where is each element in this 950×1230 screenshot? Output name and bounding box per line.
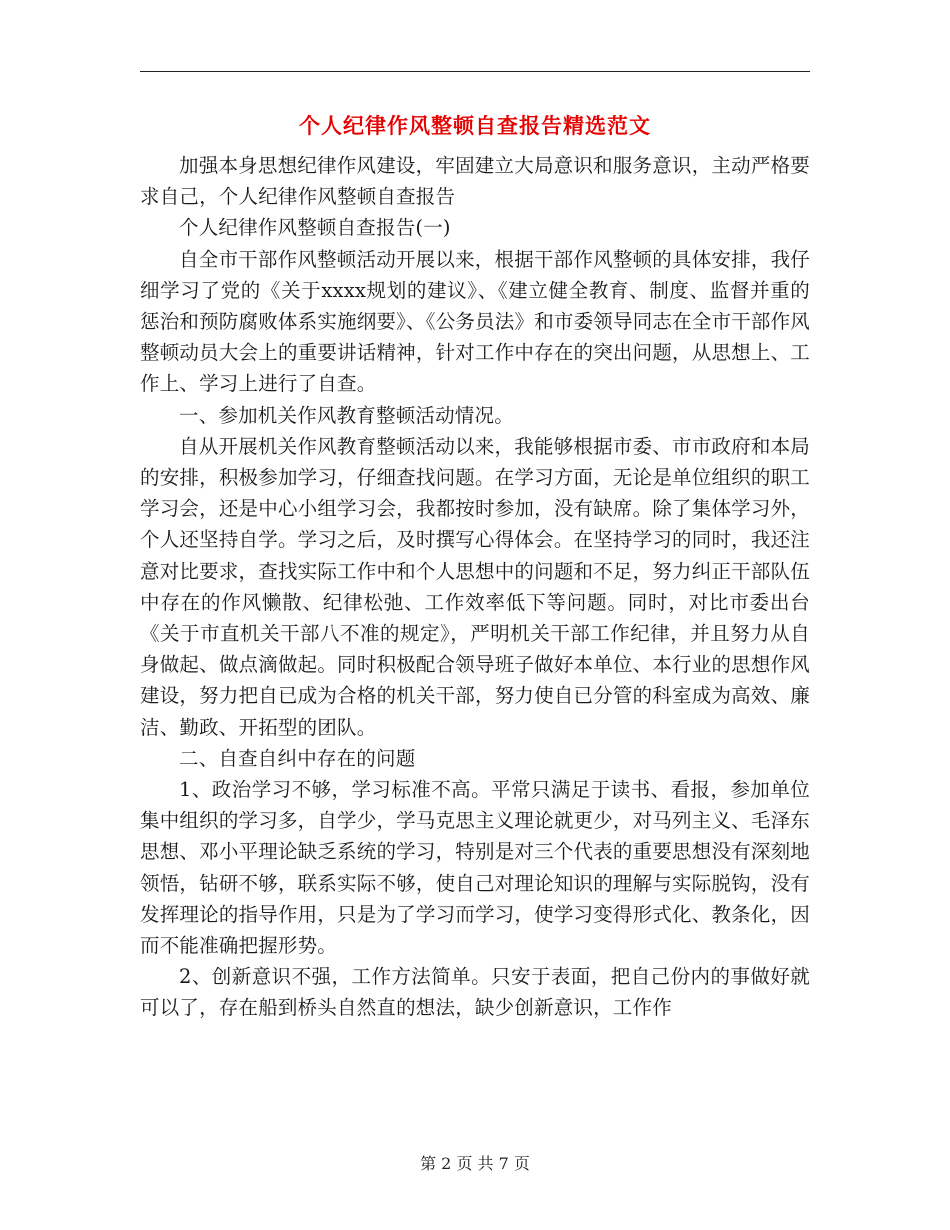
header-rule — [140, 71, 810, 72]
paragraph-issue-2: 2、创新意识不强，工作方法简单。只安于表面，把自己份内的事做好就可以了，存在船到桥头自然直的想法，缺少创新意识，工作作 — [140, 965, 810, 1020]
section-heading-report-one: 个人纪律作风整顿自查报告(一) — [179, 216, 451, 240]
paragraph-participation: 自从开展机关作风教育整顿活动以来，我能够根据市委、市市政府和本局的安排，积极参加学习，仔细查找问题。在学习方面，无论是单位组织的职工学习会，还是中心小组学习会，我都按时参加，没有缺席。除了集体学习外，个人还坚持自学。学习之后，及时撰写心得体会。在坚持学习的同时，我还注意对比要求，查找实际工作中和个人思想中的问题和不足，努力纠正干部队伍中存在的作风懒散、纪律松弛、工作效率低下等问题。同时，对比市委出台《关于市直机关干部八不准的规定》，严明机关干部工作纪律，并且努力从自身做起、做点滴做起。同时积极配合领导班子做好本单位、本行业的思想作风建设，努力把自已成为合格的机关干部，努力使自已分管的科室成为高效、廉洁、勤政、开拓型的团队。 — [140, 434, 810, 739]
section-heading-two: 二、自查自纠中存在的问题 — [179, 746, 416, 770]
document-body — [140, 150, 810, 1024]
paragraph-intro: 加强本身思想纪律作风建设，牢固建立大局意识和服务意识，主动严格要求自己，个人纪律作风整顿自查报告 — [140, 154, 810, 209]
paragraph-overview: 自全市干部作风整顿活动开展以来，根据干部作风整顿的具体安排，我仔细学习了党的《关于xxxx规划的建议》、《建立健全教育、制度、监督并重的惩治和预防腐败体系实施纲要》、《公务员法》和市委领导同志在全市干部作风整顿动员大会上的重要讲话精神，针对工作中存在的突出问题，从思想上、工作上、学习上进行了自查。 — [140, 247, 811, 396]
paragraph-issue-1: 1、政治学习不够，学习标准不高。平常只满足于读书、看报，参加单位集中组织的学习多，自学少，学马克思主义理论就更少，对马列主义、毛泽东思想、邓小平理论缺乏系统的学习，特别是对三个代表的重要思想没有深刻地领悟，钻研不够，联系实际不够，使自己对理论知识的理解与实际脱钩，没有发挥理论的指导作用，只是为了学习而学习，使学习变得形式化、教条化，因而不能准确把握形势。 — [140, 778, 810, 958]
document-title: 个人纪律作风整顿自查报告精选范文 — [299, 113, 651, 138]
page-number-footer: 第 2 页 共 7 页 — [420, 1154, 530, 1173]
section-heading-one: 一、参加机关作风教育整顿活动情况。 — [179, 403, 514, 427]
